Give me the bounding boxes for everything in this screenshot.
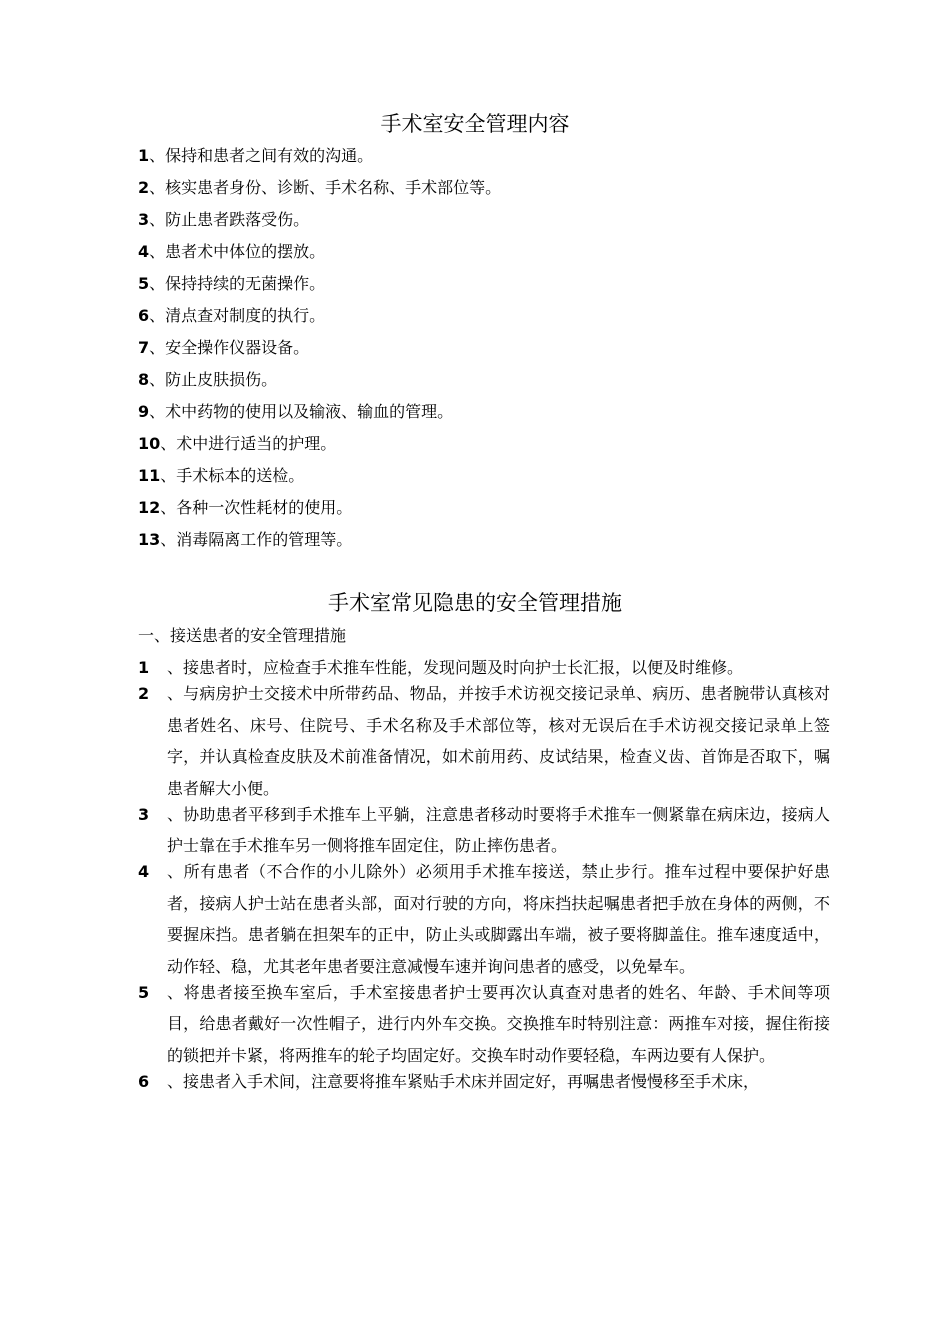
list-item [138,178,838,210]
item-number: 2 [138,178,150,197]
item-text: 、协助患者平移到手术推车上平躺，注意患者移动时要将手术推车一侧紧靠在病床边，接病人护士靠在手术推车另一侧将推车固定住，防止摔伤患者。 [167,804,830,856]
section1-list [138,146,838,562]
item-text: 、接患者入手术间，注意要将推车紧贴手术床并固定好，再嘱患者慢慢移至手术床， [167,1071,760,1091]
item-number: 11 [138,466,161,485]
item-text: 、清点查对制度的执行。 [149,306,326,325]
list-item [138,498,838,530]
list-item [138,530,838,562]
list-item [138,466,838,498]
item-number: 1 [138,658,150,678]
item-number: 13 [138,530,161,549]
item-number: 5 [138,274,150,293]
item-number: 3 [138,804,150,824]
item-text: 、防止皮肤损伤。 [149,370,278,389]
list-item [138,274,838,306]
list-item [138,306,838,338]
item-text: 、术中进行适当的护理。 [160,434,337,453]
item-number: 6 [138,306,150,325]
item-text: 、患者术中体位的摆放。 [149,242,326,261]
section1-title: 手术室安全管理内容 [380,112,570,136]
list-item [138,799,830,862]
item-text: 、保持持续的无菌操作。 [149,274,326,293]
item-text: 、所有患者（不合作的小儿除外）必须用手术推车接送，禁止步行。推车过程中要保护好患者，接病人护士站在患者头部，面对行驶的方向，将床挡扶起嘱患者把手放在身体的两侧，不要握床挡。患者躺在担架车的正中，防止头或脚露出车端，被子要将脚盖住。推车速度适中，动作轻、稳，尤其老年患者要注意减慢车速并询问患者的感受，以免晕车。 [167,861,830,976]
list-item [138,402,838,434]
item-text: 、各种一次性耗材的使用。 [160,498,353,517]
list-item [138,370,838,402]
item-number: 9 [138,402,150,421]
list-item [138,210,838,242]
item-text: 、术中药物的使用以及输液、输血的管理。 [149,402,454,421]
item-text: 、与病房护士交接术中所带药品、物品，并按手术访视交接记录单、病历、患者腕带认真核对患者姓名、床号、住院号、手术名称及手术部位等，核对无误后在手术访视交接记录单上签字，并认真检查皮肤及术前准备情况，如术前用药、皮试结果，检查义齿、首饰是否取下，嘱患者解大小便。 [167,684,830,798]
item-text: 、接患者时，应检查手术推车性能，发现问题及时向护士长汇报，以便及时维修。 [167,658,744,678]
list-item [138,856,830,982]
list-item [138,146,838,178]
item-text: 、安全操作仪器设备。 [149,338,310,357]
section2-body [138,626,830,1097]
list-item [138,678,830,804]
item-number: 4 [138,242,150,261]
item-number: 7 [138,338,150,357]
item-text: 、保持和患者之间有效的沟通。 [149,146,374,165]
section2-subheading: 一、接送患者的安全管理措施 [138,626,347,645]
list-item [138,977,830,1072]
item-number: 6 [138,1071,150,1091]
list-item [138,434,838,466]
item-number: 12 [138,498,161,517]
list-item [138,242,838,274]
item-number: 5 [138,982,150,1002]
item-text: 、核实患者身份、诊断、手术名称、手术部位等。 [149,178,502,197]
item-text: 、消毒隔离工作的管理等。 [160,530,353,549]
item-text: 、防止患者跌落受伤。 [149,210,310,229]
item-number: 10 [138,434,161,453]
item-number: 3 [138,210,150,229]
list-item [138,1066,830,1098]
item-number: 8 [138,370,150,389]
item-text: 、将患者接至换车室后，手术室接患者护士要再次认真查对患者的姓名、年龄、手术间等项目，给患者戴好一次性帽子，进行内外车交换。交换推车时特别注意：两推车对接，握住衔接的锁把并卡紧，将两推车的轮子均固定好。交换车时动作要轻稳，车两边要有人保护。 [167,982,830,1065]
item-text: 、手术标本的送检。 [160,466,305,485]
item-number: 2 [138,684,150,703]
list-item [138,338,838,370]
item-number: 1 [138,146,150,165]
section2-title: 手术室常见隐患的安全管理措施 [328,591,622,615]
item-number: 4 [138,861,150,881]
